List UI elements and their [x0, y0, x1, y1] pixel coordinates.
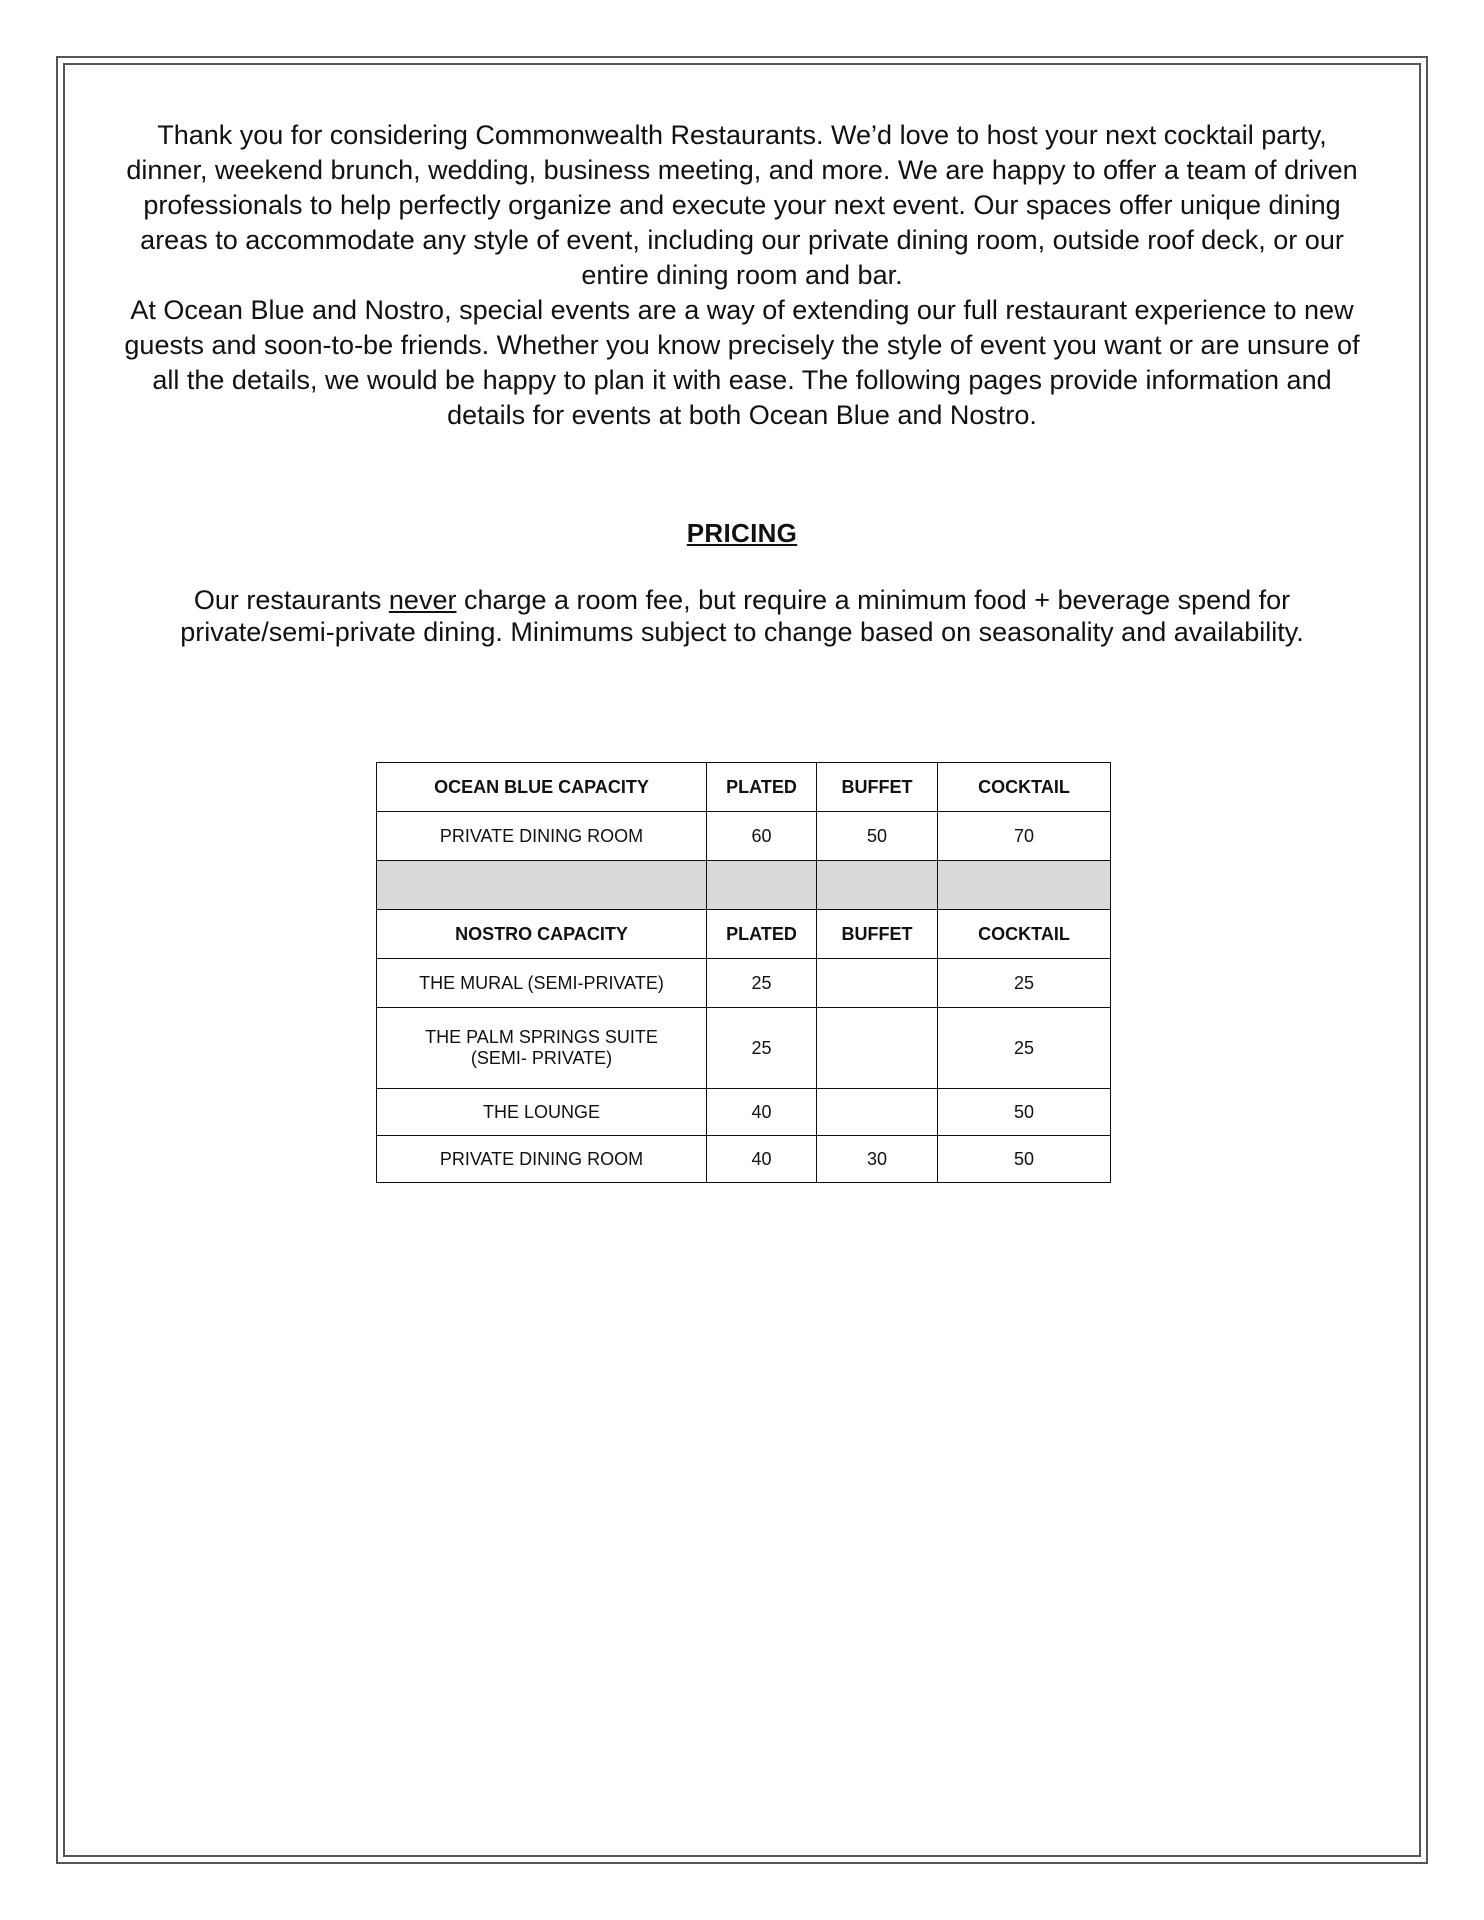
pricing-text-underlined: never — [388, 585, 457, 615]
header-cell: BUFFET — [817, 910, 938, 959]
cocktail-cell: 25 — [938, 959, 1111, 1008]
pricing-description — [120, 584, 1364, 648]
header-cell: PLATED — [707, 763, 817, 812]
table-row — [377, 959, 1111, 1008]
room-name-cell: THE PALM SPRINGS SUITE (SEMI- PRIVATE) — [377, 1008, 707, 1089]
header-cell: OCEAN BLUE CAPACITY — [377, 763, 707, 812]
buffet-cell: 50 — [817, 812, 938, 861]
table-row — [377, 1089, 1111, 1136]
buffet-cell: 30 — [817, 1136, 938, 1183]
intro-paragraph-1: Thank you for considering Commonwealth Restaurants. We’d love to host your next cocktail party, dinner, weekend brunch, wedding, business meeting, and more. We are happy to offer a team of driven professionals to help perfectly organize and execute your next event. Our spaces offer unique dining areas to accommodate any style of event, including our private dining room, outside roof deck, or our entire dining room and bar. — [126, 120, 1358, 290]
cocktail-cell: 50 — [938, 1136, 1111, 1183]
header-cell: PLATED — [707, 910, 817, 959]
intro-paragraph-2: At Ocean Blue and Nostro, special events are a way of extending our full restaurant experience to new guests and soon-to-be friends. Whether you know precisely the style of event you want or are unsure of all the details, we would be happy to plan it with ease. The following pages provide information and details for events at both Ocean Blue and Nostro. — [124, 295, 1360, 430]
header-cell: COCKTAIL — [938, 763, 1111, 812]
cocktail-cell: 70 — [938, 812, 1111, 861]
table-row — [377, 812, 1111, 861]
capacity-table — [376, 762, 1111, 1183]
ocean-blue-header-row — [377, 763, 1111, 812]
header-cell: NOSTRO CAPACITY — [377, 910, 707, 959]
pricing-text-after: charge a room fee, but require a minimum food + beverage spend for private/semi-private dining. Minimums subject to change based on seasonality and availability. — [180, 585, 1304, 647]
header-cell: COCKTAIL — [938, 910, 1111, 959]
room-name-cell: THE LOUNGE — [377, 1089, 707, 1136]
plated-cell: 40 — [707, 1136, 817, 1183]
plated-cell: 40 — [707, 1089, 817, 1136]
room-name-cell: PRIVATE DINING ROOM — [377, 812, 707, 861]
buffet-cell — [817, 1089, 938, 1136]
plated-cell: 25 — [707, 1008, 817, 1089]
table-row — [377, 1008, 1111, 1089]
cocktail-cell: 50 — [938, 1089, 1111, 1136]
room-name-cell: PRIVATE DINING ROOM — [377, 1136, 707, 1183]
buffet-cell — [817, 1008, 938, 1089]
pricing-text-before: Our restaurants — [193, 585, 389, 615]
plated-cell: 25 — [707, 959, 817, 1008]
plated-cell: 60 — [707, 812, 817, 861]
separator-row — [377, 861, 1111, 910]
intro-text — [120, 118, 1364, 433]
room-name-cell: THE MURAL (SEMI-PRIVATE) — [377, 959, 707, 1008]
cocktail-cell: 25 — [938, 1008, 1111, 1089]
pricing-heading: PRICING — [686, 518, 798, 548]
table-row — [377, 1136, 1111, 1183]
header-cell: BUFFET — [817, 763, 938, 812]
nostro-header-row — [377, 910, 1111, 959]
buffet-cell — [817, 959, 938, 1008]
